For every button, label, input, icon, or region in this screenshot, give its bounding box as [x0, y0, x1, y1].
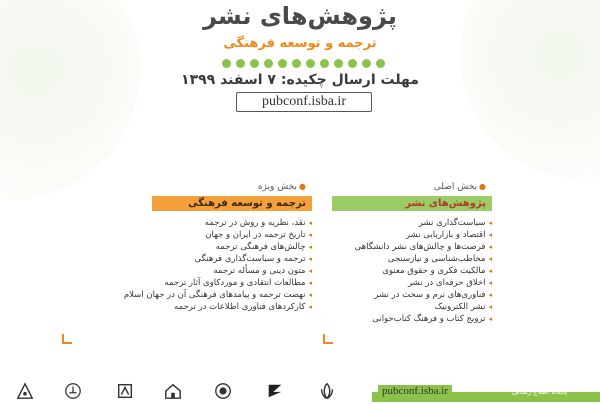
publisher-logo-icon — [266, 382, 284, 400]
page-subtitle: ترجمه و توسعه فرهنگی — [223, 36, 377, 51]
corner-bracket-icon — [62, 334, 72, 344]
list-item: ◂ ترجمه و سیاست‌گذاری فرهنگی — [152, 253, 312, 265]
main-section-tag: پژوهش‌های نشر — [332, 196, 492, 211]
special-section-tag: ترجمه و توسعه فرهنگی — [152, 196, 312, 211]
list-item: ◂ نشر الکترونیک — [332, 301, 492, 313]
footer-info-label: پایگاه اطلاع رسانی — [512, 388, 568, 396]
page-title: پژوهش‌های نشر — [203, 2, 397, 30]
main-section-list — [332, 217, 492, 325]
bullet-icon: ● — [299, 182, 306, 191]
website-link[interactable]: pubconf.isba.ir — [236, 92, 372, 112]
list-item: ◂ نهضت ترجمه و پیامدهای فرهنگی آن در جهان اسلام — [152, 289, 312, 301]
university-logo-icon — [64, 382, 82, 400]
main-section-heading: ●بخش اصلی — [433, 182, 486, 192]
list-item: ◂ مطالعات انتقادی و موردکاوی آثار ترجمه — [152, 277, 312, 289]
special-section-heading: ●بخش ویژه — [257, 182, 306, 192]
list-item: ◂ فناوری‌های نرم و سخت در نشر — [332, 289, 492, 301]
association-logo-icon — [16, 382, 34, 400]
list-item: ◂ کارکردهای فناوری اطلاعات در ترجمه — [152, 301, 312, 313]
main-section — [332, 182, 492, 325]
house-logo-icon — [164, 382, 182, 400]
footer-website-link[interactable]: pubconf.isba.ir — [378, 385, 452, 397]
organization-logo-icon — [116, 382, 134, 400]
decorative-dots — [0, 57, 600, 69]
list-item: ◂ مالکیت فکری و حقوق معنوی — [332, 265, 492, 277]
list-item: ◂ تاریخ ترجمه در ایران و جهان — [152, 229, 312, 241]
special-section-list — [123, 217, 312, 313]
list-item: ◂ مخاطب‌شناسی و نیازسنجی — [332, 253, 492, 265]
corner-bracket-icon — [323, 334, 333, 344]
bullet-icon: ● — [479, 182, 486, 191]
list-item: ◂ اقتصاد و بازاریابی نشر — [332, 229, 492, 241]
list-item: ◂ سیاست‌گذاری نشر — [332, 217, 492, 229]
submission-deadline: مهلت ارسال چکیده: ۷ اسفند ۱۳۹۹ — [181, 72, 419, 88]
list-item: ◂ متون دینی و مسأله ترجمه — [152, 265, 312, 277]
list-item: ◂ چالش‌های فرهنگی ترجمه — [152, 241, 312, 253]
special-section — [123, 182, 312, 313]
background-decoration-left — [0, 0, 140, 200]
list-item: ◂ اخلاق حرفه‌ای در نشر — [332, 277, 492, 289]
list-item: ◂ ترویج کتاب و فرهنگ کتاب‌خوانی — [332, 313, 492, 325]
list-item: ◂ فرصت‌ها و چالش‌های نشر دانشگاهی — [332, 241, 492, 253]
emblem-logo-icon — [318, 382, 336, 400]
institute-logo-icon — [214, 382, 232, 400]
list-item: ◂ نقد، نظریه و روش در ترجمه — [152, 217, 312, 229]
